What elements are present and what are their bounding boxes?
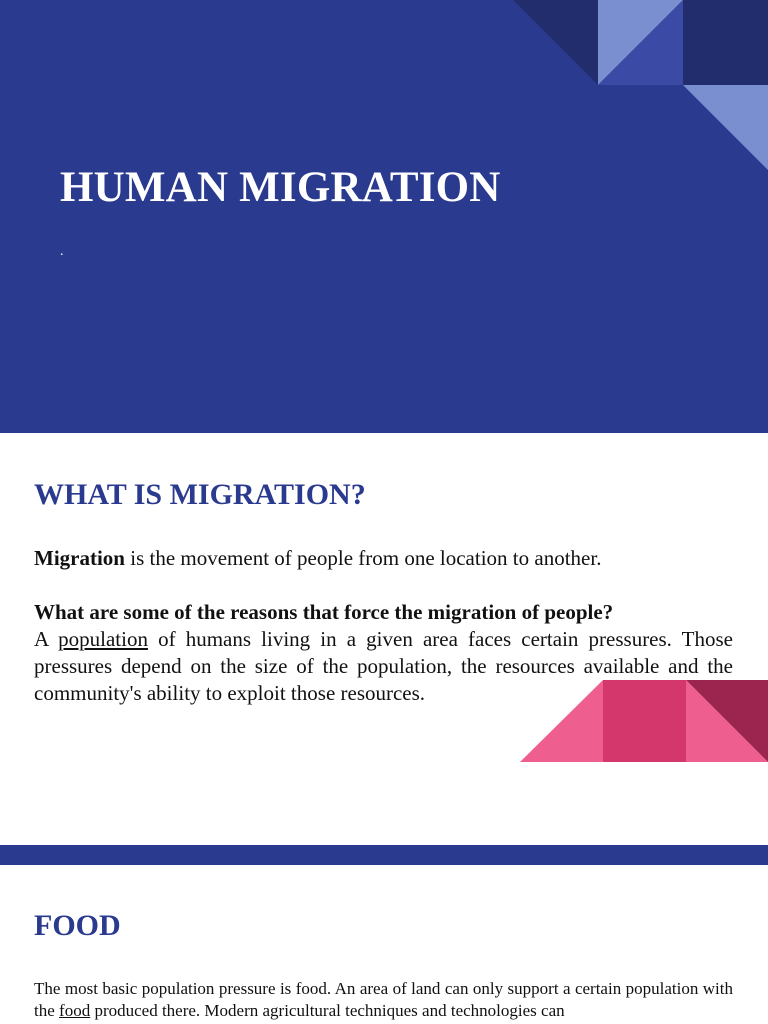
section-heading: FOOD — [34, 909, 121, 942]
light-triangle-right — [683, 85, 768, 170]
definition-text: is the movement of people from one location to another. — [124, 546, 602, 570]
corner-triangles-decoration — [0, 0, 768, 433]
food-link[interactable]: food — [59, 1001, 91, 1020]
food-paragraph — [34, 978, 733, 1022]
food-slide — [0, 865, 768, 1024]
food-text-1: The most basic population pressure is food. An area of land can only support a certain population with the — [34, 979, 733, 1020]
pink-triangles-decoration — [0, 433, 768, 845]
slide-subtitle: . — [60, 244, 64, 259]
slide-divider — [0, 845, 768, 865]
slide-title: HUMAN MIGRATION — [60, 164, 501, 211]
title-slide — [0, 0, 768, 433]
definition-slide — [0, 433, 768, 845]
body-prefix: A — [34, 627, 59, 651]
pink-square-middle — [603, 680, 686, 762]
section-heading: WHAT IS MIGRATION? — [34, 478, 366, 511]
population-link[interactable]: population — [58, 627, 148, 651]
question-heading: What are some of the reasons that force the migration of people? — [34, 600, 614, 624]
pink-triangle-left — [520, 680, 603, 762]
body-text: of humans living in a given area faces certain pressures. Those pressures depend on the size of the population, the resources available and the community's ability to exploit those resources. — [34, 627, 733, 705]
food-text-2: produced there. Modern agricultural techniques and technologies can — [90, 1001, 565, 1020]
definition-term: Migration — [34, 546, 125, 570]
dark-square-corner — [683, 0, 768, 85]
dark-triangle-left — [513, 0, 598, 85]
